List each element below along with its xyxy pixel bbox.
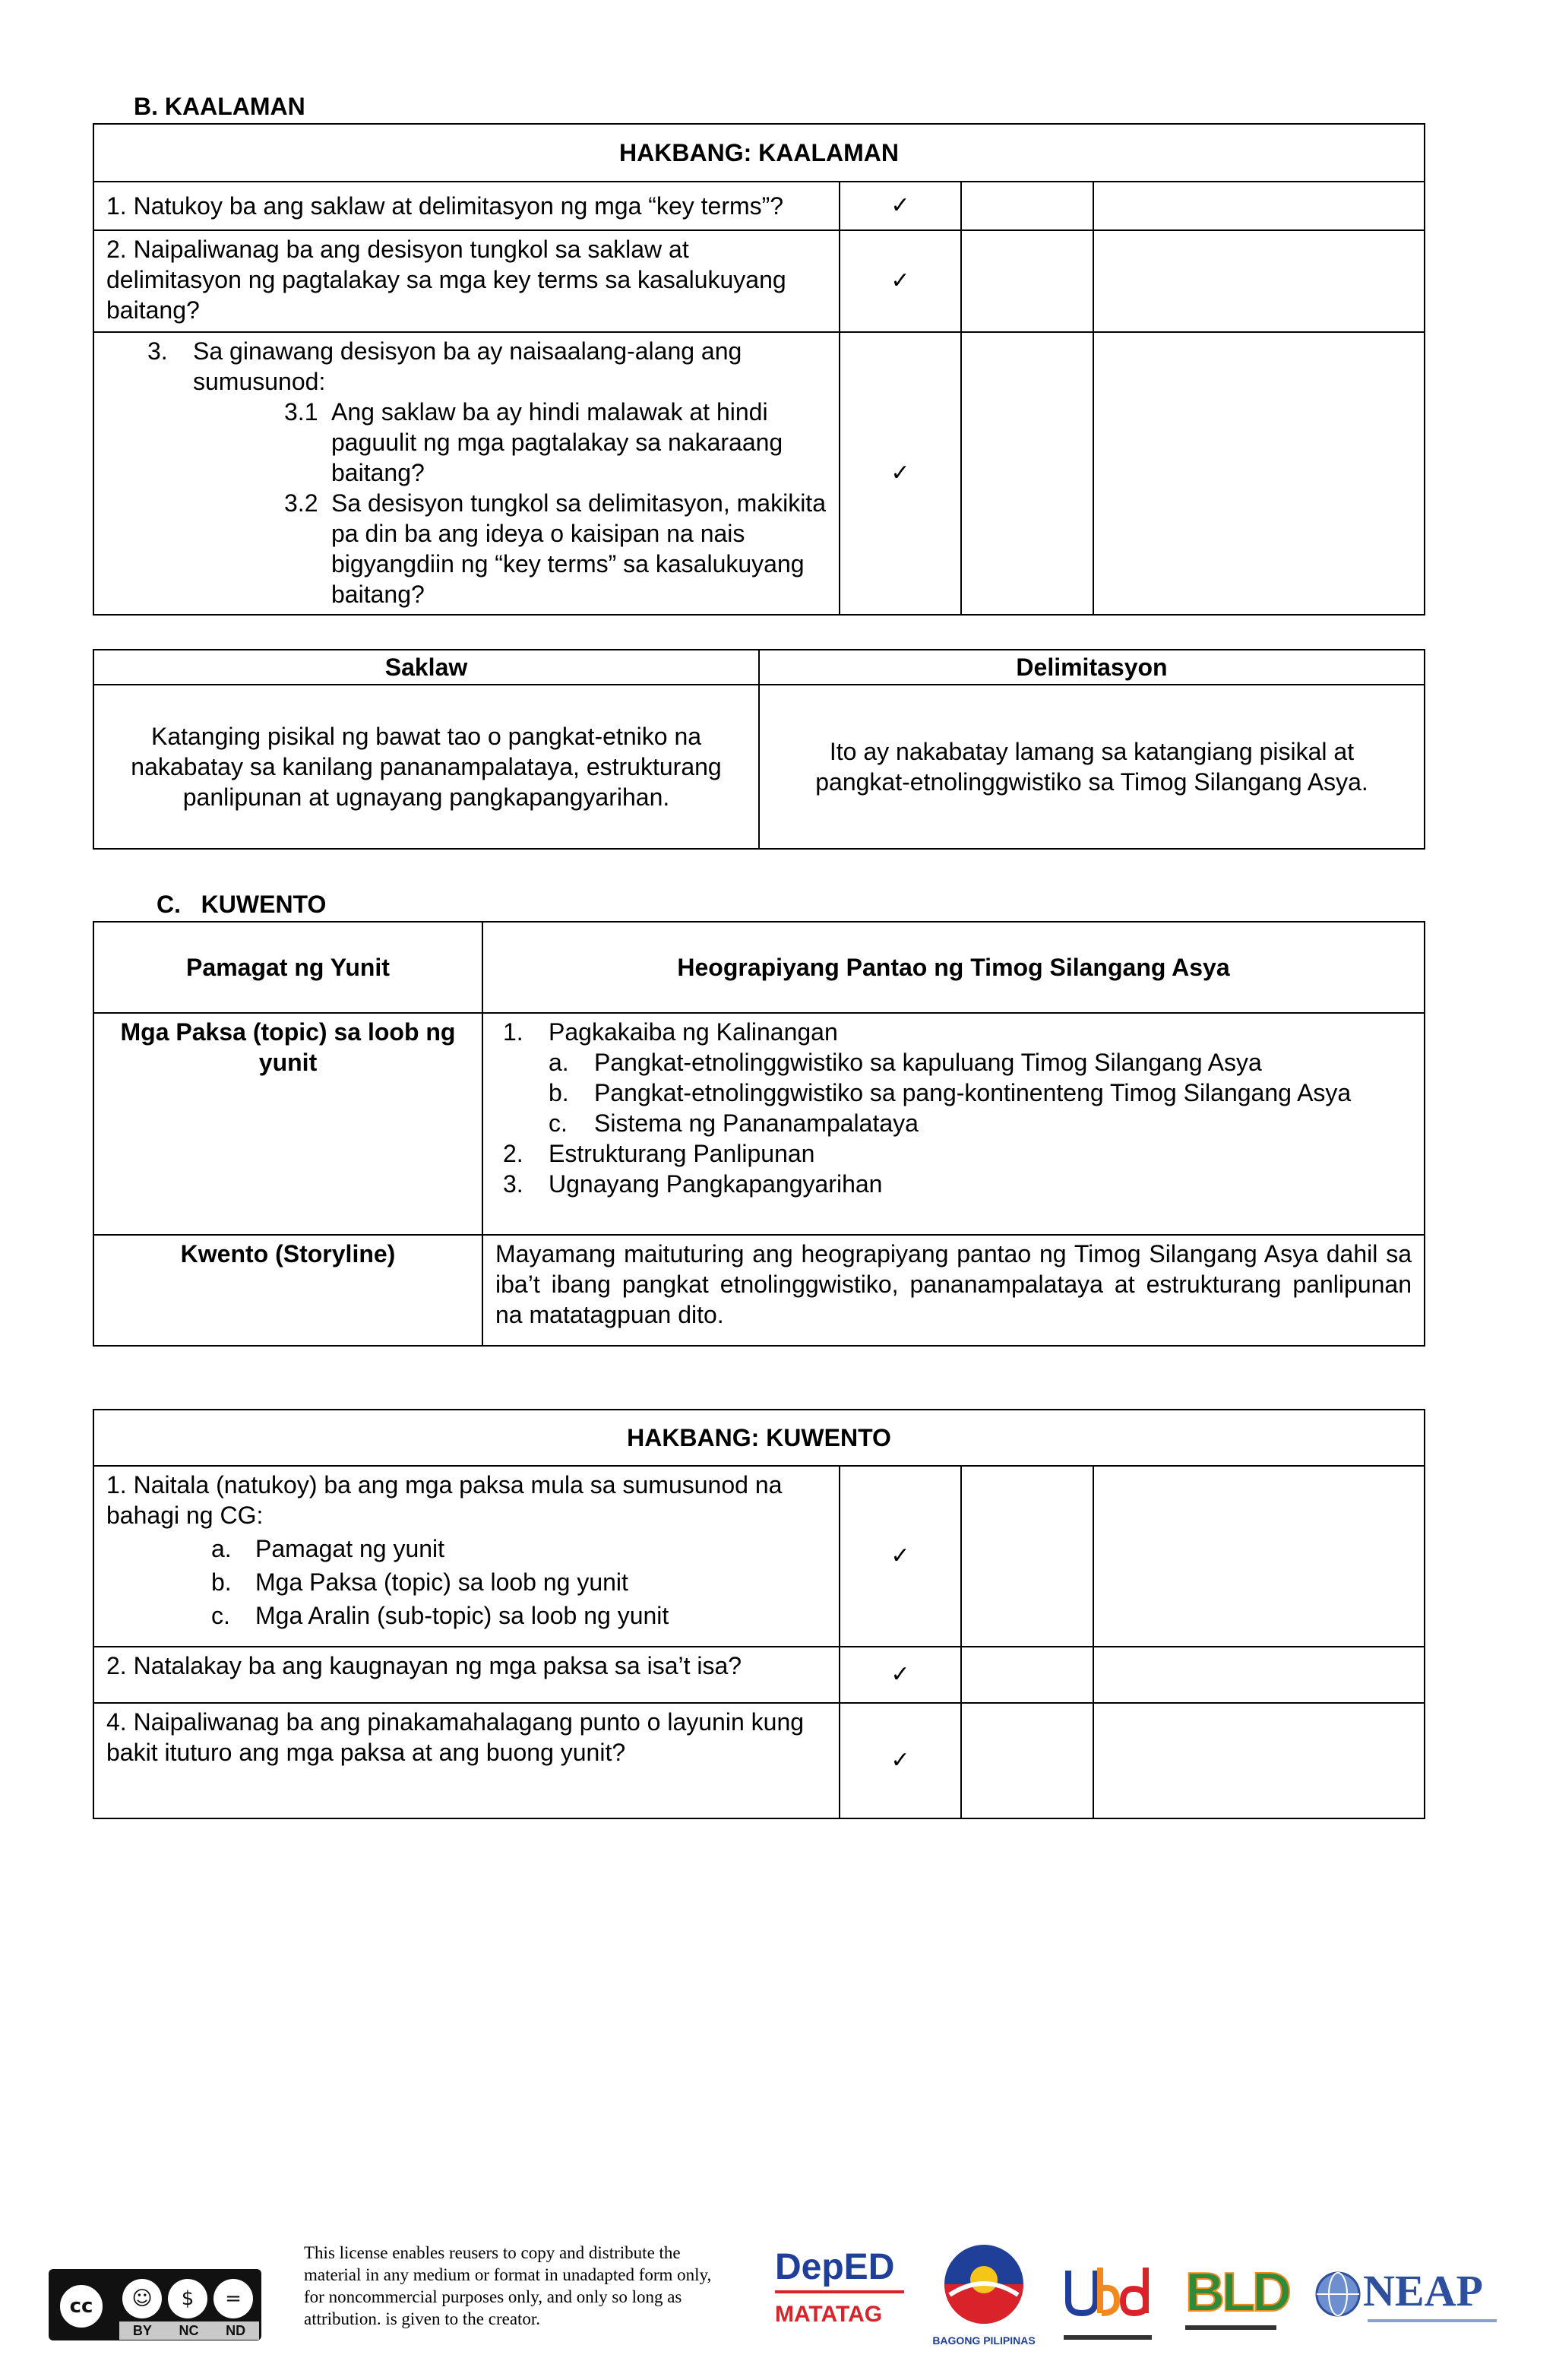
topic-item <box>503 1169 1412 1199</box>
item-text: Sa desisyon tungkol sa delimitasyon, makikita pa din ba ang ideya o kaisipan na nais bigyangdiin ng “key terms” sa kasalukuyang baitang? <box>331 489 826 608</box>
item-number: c. <box>549 1109 568 1137</box>
kuwento-question-2: 2. Natalakay ba ang kaugnayan ng mga paksa sa isa’t isa? <box>93 1647 840 1703</box>
cg-part-item <box>106 1533 827 1564</box>
kaalaman-question-1: 1. Natukoy ba ang saklaw at delimitasyon ng mga “key terms”? <box>93 182 840 230</box>
noderivatives-icon: = <box>213 2279 253 2318</box>
cc-nd-label: ND <box>226 2323 246 2338</box>
delimitasyon-header: Delimitasyon <box>759 650 1425 685</box>
item-text: Mga Paksa (topic) sa loob ng yunit <box>255 1568 628 1596</box>
item-number: 3.1 <box>284 398 318 426</box>
neap-logo <box>1314 2264 1504 2333</box>
unit-title-value: Heograpiyang Pantao ng Timog Silangang Asya <box>482 922 1425 1013</box>
neap-globe-icon <box>1314 2271 1362 2318</box>
attribution-icon: ☺ <box>122 2279 162 2318</box>
unit-title-label: Pamagat ng Yunit <box>93 922 482 1013</box>
deped-wordmark: DepED <box>775 2247 895 2287</box>
item-number: 1. <box>503 1018 523 1046</box>
storyline-text: Mayamang maituturing ang heograpiyang pantao ng Timog Silangang Asya dahil sa iba’t ibang pangkat etnolinggwistiko, pananampalataya at estrukturang panlipunan na matatagpuan dito. <box>482 1235 1425 1346</box>
item-number: 3.2 <box>284 489 318 517</box>
item-text: Estrukturang Panlipunan <box>549 1140 815 1167</box>
section-b-heading: B. KAALAMAN <box>134 93 305 120</box>
neap-wordmark: NEAP <box>1363 2266 1483 2315</box>
empty-cell <box>1093 1466 1425 1647</box>
hakbang-kuwento-title: HAKBANG: KUWENTO <box>93 1410 1425 1466</box>
item-number: 3. <box>147 337 168 365</box>
item-text: 1. Naitala (natukoy) ba ang mga paksa mula sa sumusunod na bahagi ng CG: <box>106 1471 783 1529</box>
section-c-heading: C. KUWENTO <box>157 891 327 918</box>
check-mark-icon: ✓ <box>840 230 961 332</box>
empty-cell <box>961 182 1093 230</box>
bld-wordmark: BLD <box>1185 2262 1289 2323</box>
bagong-pilipinas-emblem <box>927 2242 1041 2327</box>
matatag-wordmark: MATATAG <box>775 2302 883 2327</box>
item-text: Mga Aralin (sub-topic) sa loob ng yunit <box>255 1602 669 1629</box>
noncommercial-icon: $ <box>168 2279 207 2318</box>
kuwento-question-1 <box>93 1466 840 1647</box>
kaalaman-question-3 <box>93 332 840 615</box>
empty-cell <box>1093 230 1425 332</box>
kuwento-unit-table <box>93 921 1425 1347</box>
item-number: b. <box>211 1568 232 1596</box>
item-number: 3. <box>503 1170 523 1198</box>
item-number: b. <box>549 1079 569 1106</box>
empty-cell <box>1093 332 1425 615</box>
ubd-emblem <box>1064 2263 1152 2324</box>
bld-caption-bar <box>1185 2325 1276 2330</box>
empty-cell <box>961 1703 1093 1818</box>
empty-cell <box>961 1647 1093 1703</box>
saklaw-delimitasyon-table <box>93 649 1425 850</box>
cc-license-badge <box>49 2269 261 2340</box>
topics-list <box>482 1013 1425 1235</box>
question-3-1 <box>147 397 827 488</box>
subtopic-item <box>503 1047 1412 1078</box>
item-text: Ugnayang Pangkapangyarihan <box>549 1170 883 1198</box>
item-number: c. <box>211 1602 230 1629</box>
empty-cell <box>1093 1703 1425 1818</box>
saklaw-header: Saklaw <box>93 650 759 685</box>
check-mark-icon: ✓ <box>840 1647 961 1703</box>
item-number: a. <box>211 1535 232 1562</box>
empty-cell <box>961 332 1093 615</box>
item-text: Pangkat-etnolinggwistiko sa kapuluang Timog Silangang Asya <box>594 1049 1262 1076</box>
item-text: Ang saklaw ba ay hindi malawak at hindi paguulit ng mga pagtalakay sa nakaraang baitang? <box>331 398 783 486</box>
item-number: 2. <box>503 1140 523 1167</box>
empty-cell <box>1093 1647 1425 1703</box>
bagong-pilipinas-label: BAGONG PILIPINAS <box>932 2334 1036 2347</box>
deped-matatag-logo <box>775 2246 909 2345</box>
hakbang-kaalaman-table <box>93 123 1425 616</box>
cg-part-item <box>106 1567 827 1597</box>
neap-caption-bar <box>1368 2319 1497 2322</box>
hakbang-kaalaman-title: HAKBANG: KAALAMAN <box>93 124 1425 182</box>
delimitasyon-text: Ito ay nakabatay lamang sa katangiang pisikal at pangkat-etnolinggwistiko sa Timog Silangang Asya. <box>759 685 1425 849</box>
ubd-caption-bar <box>1064 2335 1152 2340</box>
deped-underline <box>775 2290 904 2293</box>
bld-logo <box>1185 2260 1289 2336</box>
check-mark-icon: ✓ <box>840 332 961 615</box>
cg-part-item <box>106 1600 827 1631</box>
license-text: This license enables reusers to copy and distribute the material in any medium or format in unadapted form only, for noncommercial purposes only, and only so long as attribution. is given to the creator. <box>304 2243 712 2328</box>
topics-label: Mga Paksa (topic) sa loob ng yunit <box>93 1013 482 1235</box>
kaalaman-question-2: 2. Naipaliwanag ba ang desisyon tungkol sa saklaw at delimitasyon ng pagtalakay sa mga key terms sa kasalukuyang baitang? <box>93 230 840 332</box>
item-text: Sistema ng Pananampalataya <box>594 1109 919 1137</box>
topic-item <box>503 1138 1412 1169</box>
cc-icon: cc <box>57 2282 106 2331</box>
topic-item <box>503 1017 1412 1047</box>
empty-cell <box>961 230 1093 332</box>
item-text: Sa ginawang desisyon ba ay naisaalang-alang ang sumusunod: <box>193 337 742 395</box>
empty-cell <box>961 1466 1093 1647</box>
bagong-pilipinas-logo <box>927 2242 1041 2348</box>
hakbang-kuwento-table <box>93 1409 1425 1819</box>
cc-labels <box>119 2321 259 2340</box>
item-text: Pamagat ng yunit <box>255 1535 445 1562</box>
ubd-logo <box>1064 2263 1152 2336</box>
item-text: Pagkakaiba ng Kalinangan <box>549 1018 838 1046</box>
item-text: Pangkat-etnolinggwistiko sa pang-kontinenteng Timog Silangang Asya <box>594 1079 1352 1106</box>
check-mark-icon: ✓ <box>840 1703 961 1818</box>
subtopic-item <box>503 1078 1412 1108</box>
cc-by-label: BY <box>132 2323 152 2338</box>
check-mark-icon: ✓ <box>840 1466 961 1647</box>
storyline-label: Kwento (Storyline) <box>93 1235 482 1346</box>
empty-cell <box>1093 182 1425 230</box>
subtopic-item <box>503 1108 1412 1138</box>
check-mark-icon: ✓ <box>840 182 961 230</box>
question-3-main <box>147 336 827 397</box>
saklaw-text: Katanging pisikal ng bawat tao o pangkat-etniko na nakabatay sa kanilang pananampalataya, estrukturang panlipunan at ugnayang pangkapangyarihan. <box>93 685 759 849</box>
question-3-2 <box>147 488 827 609</box>
cc-nc-label: NC <box>179 2323 199 2338</box>
item-number: a. <box>549 1049 569 1076</box>
kuwento-question-4: 4. Naipaliwanag ba ang pinakamahalagang punto o layunin kung bakit ituturo ang mga paksa at ang buong yunit? <box>93 1703 840 1818</box>
